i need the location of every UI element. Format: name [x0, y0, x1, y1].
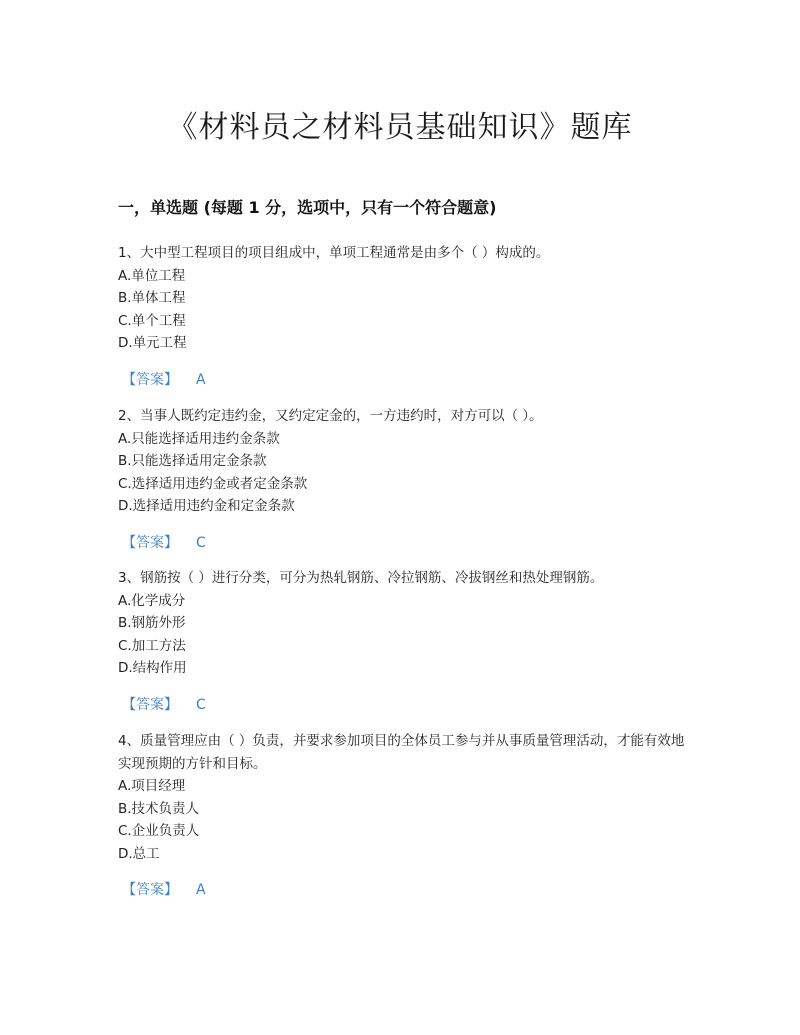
- option-c: C.选择适用违约金或者定金条款: [118, 475, 308, 492]
- option-b: B.只能选择适用定金条款: [118, 453, 267, 469]
- option-a: A.只能选择适用违约金条款: [118, 430, 280, 447]
- option-b: B.技术负责人: [118, 800, 200, 817]
- answer-label: 【答案】: [122, 882, 178, 898]
- question-stem: 2、当事人既约定违约金，又约定定金的，一方违约时，对方可以（ ）。: [118, 408, 543, 424]
- option-b: B.单体工程: [118, 290, 186, 306]
- answer-line: [118, 532, 688, 554]
- answer-value: A: [196, 371, 206, 388]
- answer-value: C: [196, 534, 206, 551]
- option-c: C.企业负责人: [118, 823, 200, 839]
- option-a: A.单位工程: [118, 267, 186, 284]
- option-d: D.结构作用: [118, 660, 187, 676]
- question-4: [118, 730, 688, 901]
- document-title: 《材料员之材料员基础知识》题库: [167, 110, 633, 145]
- answer-line: [118, 879, 688, 901]
- question-1: [118, 242, 688, 391]
- answer-line: [118, 694, 688, 716]
- option-d: D.选择适用违约金和定金条款: [118, 498, 295, 514]
- answer-value: C: [196, 696, 206, 713]
- question-stem: 3、钢筋按（ ）进行分类，可分为热轧钢筋、冷拉钢筋、冷拔钢丝和热处理钢筋。: [118, 570, 604, 586]
- answer-value: A: [196, 882, 206, 898]
- option-d: D.总工: [118, 845, 160, 862]
- answer-label: 【答案】: [122, 371, 178, 388]
- question-3: [118, 567, 688, 716]
- answer-label: 【答案】: [122, 534, 178, 551]
- answer-line: [118, 369, 688, 391]
- option-c: C.加工方法: [118, 637, 186, 654]
- option-c: C.单个工程: [118, 312, 186, 329]
- option-a: A.化学成分: [118, 592, 186, 609]
- section-heading: 一，单选题 (每题 1 分，选项中，只有一个符合题意): [118, 198, 497, 217]
- question-2: [118, 405, 688, 554]
- option-d: D.单元工程: [118, 335, 187, 351]
- question-stem: 4、质量管理应由（ ）负责，并要求参加项目的全体员工参与并从事质量管理活动，才能有效地实现预期的方针和目标。: [118, 733, 685, 772]
- question-stem: 1、大中型工程项目的项目组成中，单项工程通常是由多个（ ）构成的。: [118, 245, 550, 261]
- option-a: A.项目经理: [118, 778, 186, 794]
- option-b: B.钢筋外形: [118, 615, 186, 631]
- answer-label: 【答案】: [122, 696, 178, 713]
